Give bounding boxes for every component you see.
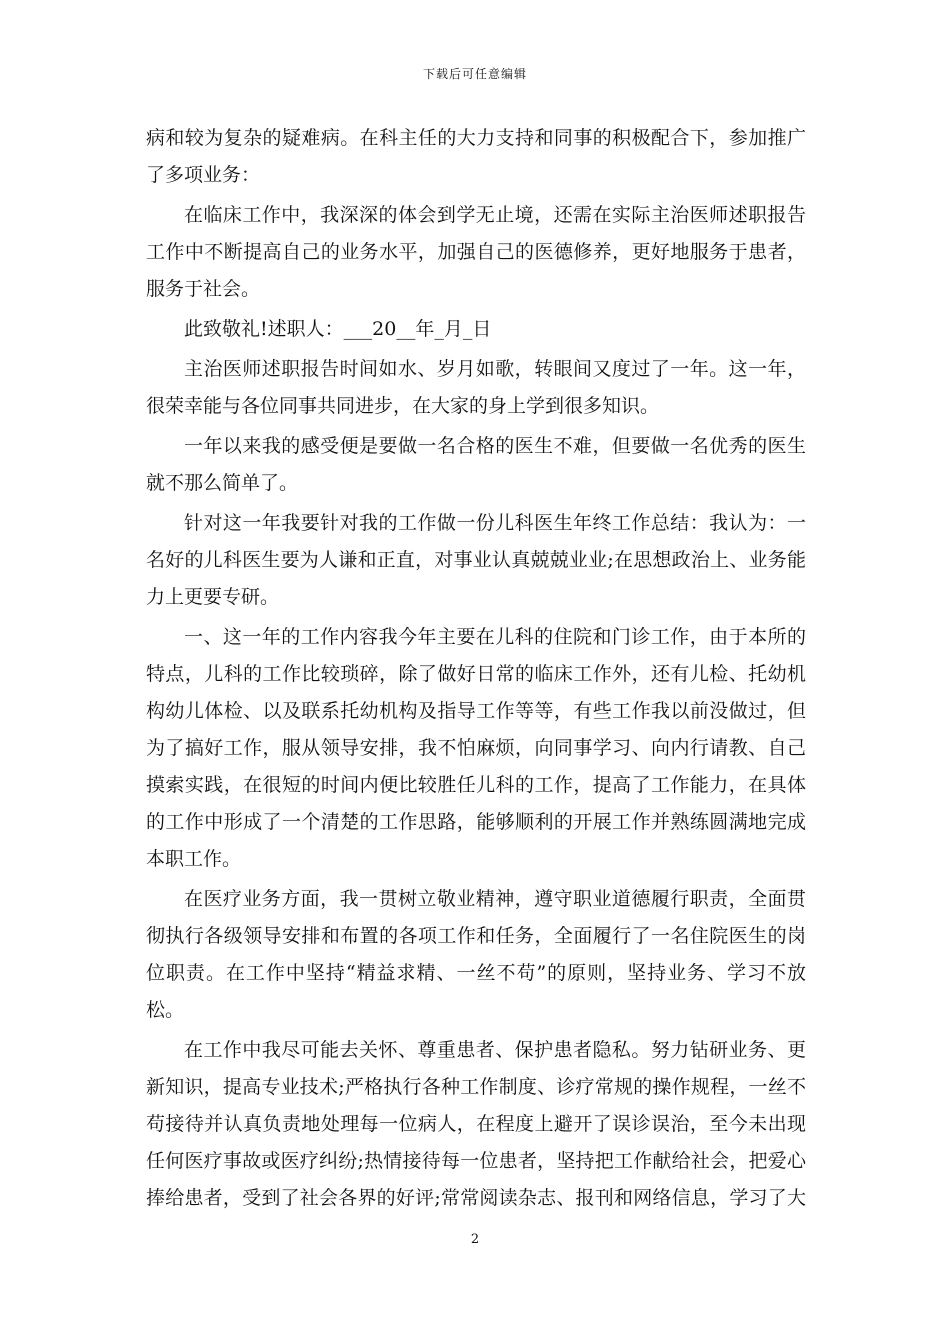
text-line: 很荣幸能与各位同事共同进步，在大家的身上学到很多知识。: [146, 395, 660, 417]
text-line: 力上更要专研。: [146, 586, 280, 608]
text-line: 位职责。在工作中坚持“精益求精、一丝不苟”的原则，坚持业务、学习不放: [146, 962, 806, 984]
text-line: 特点，儿科的工作比较琐碎，除了做好日常的临床工作外，还有儿检、托幼机: [146, 663, 806, 685]
text-line: 彻执行各级领导安排和布置的各项工作和任务，全面履行了一名住院医生的岗: [146, 925, 806, 947]
signature-line: 此致敬礼!述职人：___20__年_月_日: [184, 318, 492, 340]
text-line: 为了搞好工作，服从领导安排，我不怕麻烦，向同事学习、向内行请教、自己: [146, 737, 806, 759]
text-line: 本职工作。: [146, 848, 242, 870]
text-line: 新知识，提高专业技术;严格执行各种工作制度、诊疗常规的操作规程，一丝不: [146, 1076, 806, 1098]
text-line: 就不那么简单了。: [146, 472, 299, 494]
text-line: 捧给患者，受到了社会各界的好评;常常阅读杂志、报刊和网络信息，学习了大: [146, 1187, 806, 1209]
text-line: 病和较为复杂的疑难病。在科主任的大力支持和同事的积极配合下，参加推广: [146, 127, 806, 149]
text-line: 松。: [146, 999, 185, 1021]
text-line: 任何医疗事故或医疗纠纷;热情接待每一位患者，坚持把工作献给社会，把爱心: [146, 1150, 806, 1172]
paragraph-start-line: 一、这一年的工作内容我今年主要在儿科的住院和门诊工作，由于本所的: [184, 626, 806, 648]
text-line: 服务于社会。: [146, 278, 261, 300]
text-line: 工作中不断提高自己的业务水平，加强自己的医德修养，更好地服务于患者，: [146, 241, 806, 263]
text-line: 构幼儿体检、以及联系托幼机构及指导工作等等，有些工作我以前没做过，但: [146, 700, 806, 722]
text-line: 苟接待并认真负责地处理每一位病人，在程度上避开了误诊误治，至今未出现: [146, 1113, 806, 1135]
text-line: 了多项业务：: [146, 164, 261, 186]
paragraph-start-line: 在临床工作中，我深深的体会到学无止境，还需在实际主治医师述职报告: [184, 204, 806, 226]
text-line: 摸索实践，在很短的时间内便比较胜任儿科的工作，提高了工作能力，在具体: [146, 774, 806, 796]
page-header: 下载后可任意编辑: [422, 67, 527, 81]
paragraph-start-line: 在医疗业务方面，我一贯树立敬业精神，遵守职业道德履行职责，全面贯: [184, 888, 806, 910]
paragraph-start-line: 主治医师述职报告时间如水、岁月如歌，转眼间又度过了一年。这一年，: [184, 358, 806, 380]
document-body: [146, 120, 806, 1217]
paragraph-start-line: 针对这一年我要针对我的工作做一份儿科医生年终工作总结：我认为：一: [184, 512, 806, 534]
paragraph-start-line: 在工作中我尽可能去关怀、尊重患者、保护患者隐私。努力钻研业务、更: [184, 1039, 806, 1061]
text-line: 名好的儿科医生要为人谦和正直，对事业认真兢兢业业;在思想政治上、业务能: [146, 549, 806, 571]
page-number: 2: [470, 1232, 480, 1247]
text-line: 的工作中形成了一个清楚的工作思路，能够顺利的开展工作并熟练圆满地完成: [146, 811, 806, 833]
paragraph-start-line: 一年以来我的感受便是要做一名合格的医生不难，但要做一名优秀的医生: [184, 435, 806, 457]
